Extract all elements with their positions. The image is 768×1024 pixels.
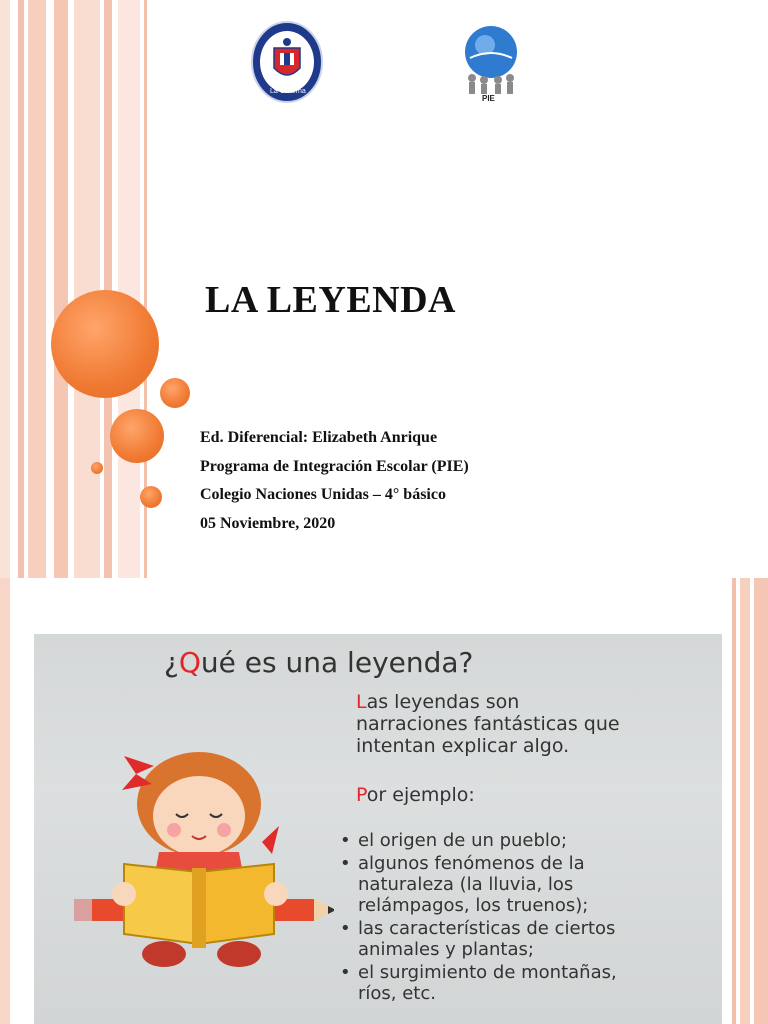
- decorative-stripes-right: [730, 578, 768, 1024]
- definition-line-1: as leyendas son: [366, 691, 520, 713]
- question-accent-letter: Q: [178, 646, 201, 679]
- question-heading: [164, 646, 473, 679]
- slide-title-text: LA LEYENDA: [205, 279, 456, 321]
- list-item: [340, 830, 617, 851]
- list-item: [340, 853, 617, 916]
- list-item-text: el surgimiento de montañas, ríos, etc.: [358, 962, 617, 1004]
- decorative-circle-small: [160, 378, 190, 408]
- list-item-text: algunos fenómenos de la naturaleza (la lluvia, los relámpagos, los truenos);: [358, 853, 589, 916]
- list-item: [340, 962, 617, 1004]
- girl-reading-book-icon: [64, 734, 334, 974]
- definition-initial: L: [356, 691, 367, 713]
- decorative-circle-medium: [110, 409, 164, 463]
- question-open-mark: ¿: [164, 646, 179, 679]
- example-rest: or ejemplo:: [366, 784, 475, 806]
- info-teacher: Ed. Diferencial: Elizabeth Anrique: [200, 429, 438, 446]
- definition-panel: [34, 634, 722, 1024]
- list-item: [340, 918, 617, 960]
- info-program: Programa de Integración Escolar (PIE): [200, 457, 469, 475]
- left-edge-stripe: [0, 578, 10, 1024]
- logo-caption-la-cisterna: La Cisterna: [270, 88, 306, 95]
- info-school-grade: Colegio Naciones Unidas – 4° básico: [200, 486, 446, 503]
- definition-line-2: narraciones fantásticas que: [356, 713, 620, 735]
- info-date: 05 Noviembre, 2020: [200, 514, 336, 532]
- question-rest: ué es una leyenda?: [200, 646, 474, 679]
- example-heading: [356, 784, 475, 806]
- presentation-info: [200, 424, 469, 538]
- example-initial: P: [356, 784, 367, 806]
- decorative-circle-tiny: [91, 462, 103, 474]
- logo-caption-pie: PIE: [482, 94, 495, 103]
- list-item-text: las características de ciertos animales y plantas;: [358, 918, 616, 960]
- pie-globe-logo: [458, 18, 524, 106]
- decorative-stripes: [0, 0, 150, 578]
- decorative-circle-small-2: [140, 486, 162, 508]
- decorative-circle-large: [51, 290, 159, 398]
- list-item-text: el origen de un pueblo;: [358, 830, 568, 851]
- slide-definition: [0, 578, 768, 1024]
- definition-text: [356, 691, 620, 757]
- example-list: [340, 830, 617, 1006]
- definition-line-3: intentan explicar algo.: [356, 735, 570, 757]
